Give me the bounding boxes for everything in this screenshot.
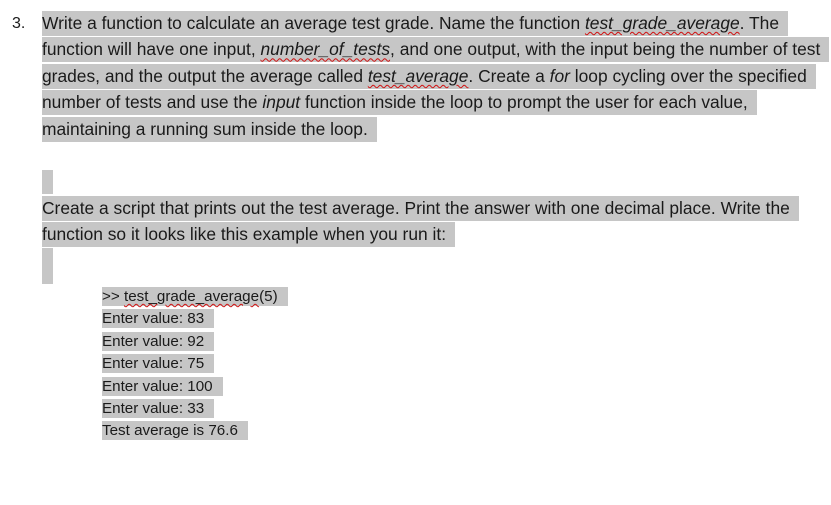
empty-paragraph-highlight	[42, 170, 53, 194]
paragraph-script	[42, 195, 802, 248]
example-result-line: Test average is 76.6	[102, 420, 288, 442]
example-line: Enter value: 83	[102, 308, 288, 330]
list-number: 3.	[12, 15, 26, 32]
example-output	[102, 286, 288, 443]
input-name: number_of_tests	[260, 39, 391, 60]
example-call-name: test_grade_average	[123, 288, 260, 305]
example-call-line: >> test_grade_average(5)	[102, 286, 288, 308]
paragraph-instructions	[42, 10, 822, 142]
empty-paragraph-highlight-2	[42, 248, 53, 284]
paragraph-instructions-text: Write a function to calculate an average test grade. Name the function test_grade_average. The function will have one input, number_of_tests, and one output, with the input being the number of test grades, and the output the average called test_average. Create a for loop cycling over the specified number of tests and use the input function inside the loop to prompt the user for each value, maintaining a running sum inside the loop.	[42, 11, 829, 142]
example-line: Enter value: 100	[102, 376, 288, 398]
example-line: Enter value: 75	[102, 353, 288, 375]
paragraph-script-text: Create a script that prints out the test average. Print the answer with one decimal place. Write the function so it looks like this example when you run it:	[42, 196, 799, 247]
function-name: test_grade_average	[584, 13, 740, 33]
example-line: Enter value: 33	[102, 398, 288, 420]
keyword-for: for	[549, 65, 570, 86]
output-name: test_average	[367, 65, 469, 86]
example-line: Enter value: 92	[102, 331, 288, 353]
keyword-input: input	[262, 92, 301, 113]
